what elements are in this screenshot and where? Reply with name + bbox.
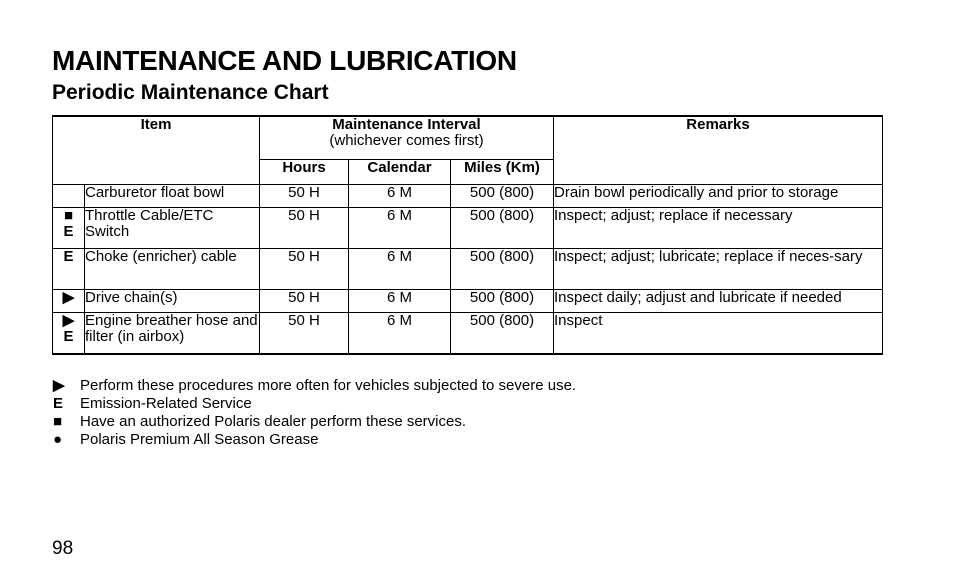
table-row [53,290,883,313]
table-row [53,313,883,355]
legend-symbol: ■ [53,413,63,430]
table-row [53,208,883,249]
page-title: MAINTENANCE AND LUBRICATION [52,45,517,76]
header-interval-label: Maintenance Interval [332,116,481,133]
legend-item [52,395,576,413]
header-calendar: Calendar [349,160,451,185]
row-item: Throttle Cable/ETC Switch [85,208,260,249]
legend [52,377,576,449]
row-miles: 500 (800) [451,185,554,208]
page-subtitle: Periodic Maintenance Chart [52,81,329,104]
header-hours: Hours [260,160,349,185]
row-calendar: 6 M [349,208,451,249]
legend-item [52,413,576,431]
legend-symbol: ● [53,431,63,448]
row-remarks: Drain bowl periodically and prior to storage [554,185,883,208]
header-interval-note: (whichever comes first) [329,132,484,149]
page-number: 98 [52,538,74,559]
header-item: Item [53,116,260,185]
header-interval [260,116,554,160]
legend-text: Have an authorized Polaris dealer perform these services. [80,413,467,430]
row-item: Drive chain(s) [85,290,260,313]
row-item: Engine breather hose and filter (in airbox) [85,313,260,355]
row-item: Carburetor float bowl [85,185,260,208]
row-hours: 50 H [260,208,349,249]
row-symbol [53,185,85,208]
row-symbol: ▶ [53,290,85,313]
row-calendar: 6 M [349,249,451,290]
maintenance-chart-table [52,115,883,355]
row-calendar: 6 M [349,185,451,208]
row-remarks: Inspect; adjust; lubricate; replace if neces-sary [554,249,883,290]
row-hours: 50 H [260,249,349,290]
row-symbol: E [53,249,85,290]
row-miles: 500 (800) [451,290,554,313]
legend-text: Emission-Related Service [80,395,252,412]
legend-symbol: E [53,395,64,412]
table-row [53,185,883,208]
row-symbol: ■ E [53,208,85,249]
row-miles: 500 (800) [451,208,554,249]
header-remarks: Remarks [554,116,883,185]
row-hours: 50 H [260,185,349,208]
row-miles: 500 (800) [451,313,554,355]
row-item: Choke (enricher) cable [85,249,260,290]
row-miles: 500 (800) [451,249,554,290]
row-symbol: ▶ E [53,313,85,355]
row-remarks: Inspect [554,313,883,355]
table-row [53,249,883,290]
legend-symbol: ▶ [53,377,65,394]
row-hours: 50 H [260,313,349,355]
row-remarks: Inspect; adjust; replace if necessary [554,208,883,249]
row-remarks: Inspect daily; adjust and lubricate if needed [554,290,883,313]
legend-item [52,377,576,395]
row-calendar: 6 M [349,290,451,313]
header-miles: Miles (Km) [451,160,554,185]
row-hours: 50 H [260,290,349,313]
legend-text: Perform these procedures more often for vehicles subjected to severe use. [80,377,577,394]
legend-item [52,431,576,449]
legend-text: Polaris Premium All Season Grease [80,431,319,448]
row-calendar: 6 M [349,313,451,355]
